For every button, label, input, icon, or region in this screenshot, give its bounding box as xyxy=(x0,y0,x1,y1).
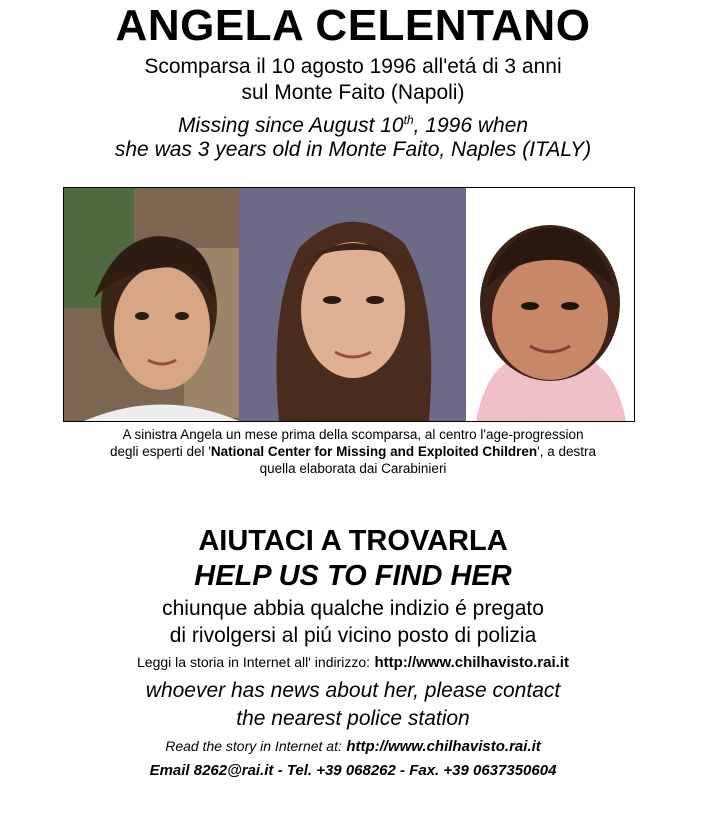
appeal-heading-english: HELP US TO FIND HER xyxy=(194,560,512,592)
story-label-english: Read the story in Internet at: xyxy=(165,738,342,754)
story-url-italian[interactable]: http://www.chilhavisto.rai.it xyxy=(374,654,569,671)
italian-subtitle-line1: Scomparsa il 10 agosto 1996 all'etá di 3 anni xyxy=(144,55,562,78)
photo-age-progression-ncmec xyxy=(239,188,466,421)
english-subtitle-line1-post: , 1996 when xyxy=(413,114,529,137)
story-label-italian: Leggi la storia in Internet all' indirizzo: xyxy=(137,654,371,670)
appeal-body-italian-line1: chiunque abbia qualche indizio é pregato xyxy=(162,597,544,620)
story-url-english[interactable]: http://www.chilhavisto.rai.it xyxy=(346,738,541,755)
photo-caption-line2-bold: National Center for Missing and Exploited Children xyxy=(210,444,538,459)
poster-title: ANGELA CELENTANO xyxy=(115,1,591,50)
story-line-english xyxy=(0,738,706,756)
italian-subtitle-line2: sul Monte Faito (Napoli) xyxy=(241,81,465,104)
contact-details: Email 8262@rai.it - Tel. +39 068262 - Fax. +39 0637350604 xyxy=(149,762,557,779)
photo-caption-line1: A sinistra Angela un mese prima della scomparsa, al centro l'age-progression xyxy=(122,427,584,442)
appeal-heading-italian: AIUTACI A TROVARLA xyxy=(198,525,508,557)
english-subtitle-line1-sup: th xyxy=(403,113,414,127)
photo-caption-line2-pre: degli esperti del ' xyxy=(109,444,211,459)
english-subtitle-line2: she was 3 years old in Monte Faito, Naples (ITALY) xyxy=(114,138,592,161)
photo-caption-line3: quella elaborata dai Carabinieri xyxy=(259,461,447,476)
photo-child-age-3 xyxy=(64,188,239,421)
appeal-body-italian-line2: di rivolgersi al piú vicino posto di polizia xyxy=(169,624,537,647)
appeal-body-english-line2: the nearest police station xyxy=(236,707,470,730)
photo-caption-line2 xyxy=(0,444,706,460)
photo-caption-line2-post: ', a destra xyxy=(537,444,597,459)
photo-strip xyxy=(63,187,635,422)
english-subtitle-line1-pre: Missing since August 10 xyxy=(177,114,404,137)
photo-age-progression-carabinieri xyxy=(466,188,634,421)
story-line-italian xyxy=(0,654,706,672)
appeal-body-english-line1: whoever has news about her, please contact xyxy=(145,679,561,702)
english-subtitle-line1 xyxy=(0,108,706,138)
